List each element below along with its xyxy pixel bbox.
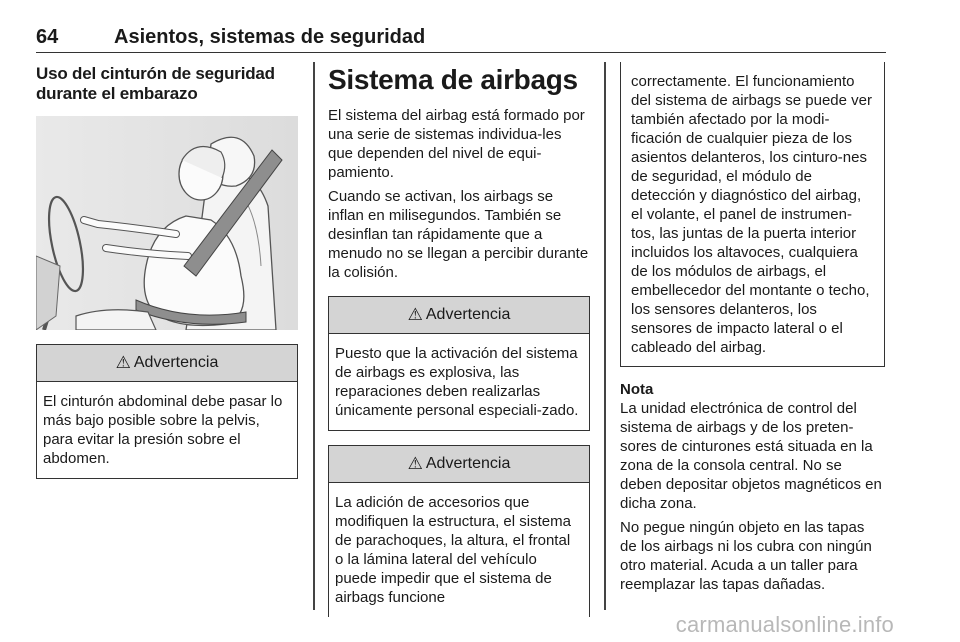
warning-text: El cinturón abdominal debe pasar lo más bajo posible sobre la pelvis, para evitar la presión sobre el abdomen. — [43, 393, 283, 467]
body-paragraph: Cuando se activan, los airbags se inflan en milisegundos. También se desinflan tan rápidamente que a menudo no se llegan a percibir durante la colisión. — [328, 188, 589, 281]
warning-header — [37, 345, 297, 382]
page-title: Asientos, sistemas de seguridad — [114, 26, 426, 48]
pregnant-woman-seatbelt-illustration — [36, 116, 298, 330]
warning-box — [328, 445, 590, 617]
warning-title: Advertencia — [133, 354, 219, 371]
page-header — [36, 24, 886, 53]
warning-text: Puesto que la activación del sistema de airbags es explosiva, las reparaciones deben realizarlas únicamente personal especiali-zado. — [335, 345, 579, 419]
column-divider — [604, 62, 606, 610]
column-middle — [328, 62, 590, 617]
warning-box — [328, 296, 590, 431]
page-number: 64 — [36, 26, 59, 48]
section-subheading: Uso del cinturón de seguridad durante el embarazo — [36, 64, 275, 103]
note-label: Nota — [620, 381, 654, 398]
column-left — [36, 62, 298, 479]
warning-continuation: correctamente. El funcionamiento del sistema de airbags se puede ver también afectado por la modi-ficación de cualquier pieza de los asientos delanteros, los cinturo-nes de seguridad, el módulo de detección y diagnóstico del airbag, el volante, el panel de instrumen-tos, las juntas de la puerta interior incluidos los altavoces, cualquiera de los módulos de airbags, el embellecedor del montante o techo, los sensores delanteros, los sensores de impacto lateral o el cableado del airbag. — [620, 62, 885, 367]
watermark: carmanualsonline.info — [675, 612, 894, 637]
warning-triangle-icon: ⚠ — [407, 305, 423, 324]
warning-header — [329, 446, 589, 483]
warning-box — [36, 344, 298, 479]
warning-title: Advertencia — [425, 306, 511, 323]
warning-title: Advertencia — [425, 455, 511, 472]
warning-triangle-icon: ⚠ — [407, 454, 423, 473]
column-right — [620, 62, 885, 599]
note-paragraph: La unidad electrónica de control del sistema de airbags y de los preten-sores de cinturones está situada en la zona de la consola central. No se deben depositar objetos magnéticos en dicha zona. — [620, 400, 882, 512]
warning-text: La adición de accesorios que modifiquen la estructura, el sistema de parachoques, la altura, el frontal o la lámina lateral del vehículo puede impedir que el sistema de airbags funcione — [335, 494, 571, 606]
warning-header — [329, 297, 589, 334]
section-heading: Sistema de airbags — [328, 64, 578, 95]
body-paragraph: El sistema del airbag está formado por una serie de sistemas individua-les que dependen del nivel de equi-pamiento. — [328, 107, 585, 181]
warning-triangle-icon: ⚠ — [115, 353, 131, 372]
column-divider — [313, 62, 315, 610]
note-paragraph: No pegue ningún objeto en las tapas de los airbags ni los cubra con ningún otro material. Acuda a un taller para reemplazar las tapas dañadas. — [620, 519, 872, 593]
